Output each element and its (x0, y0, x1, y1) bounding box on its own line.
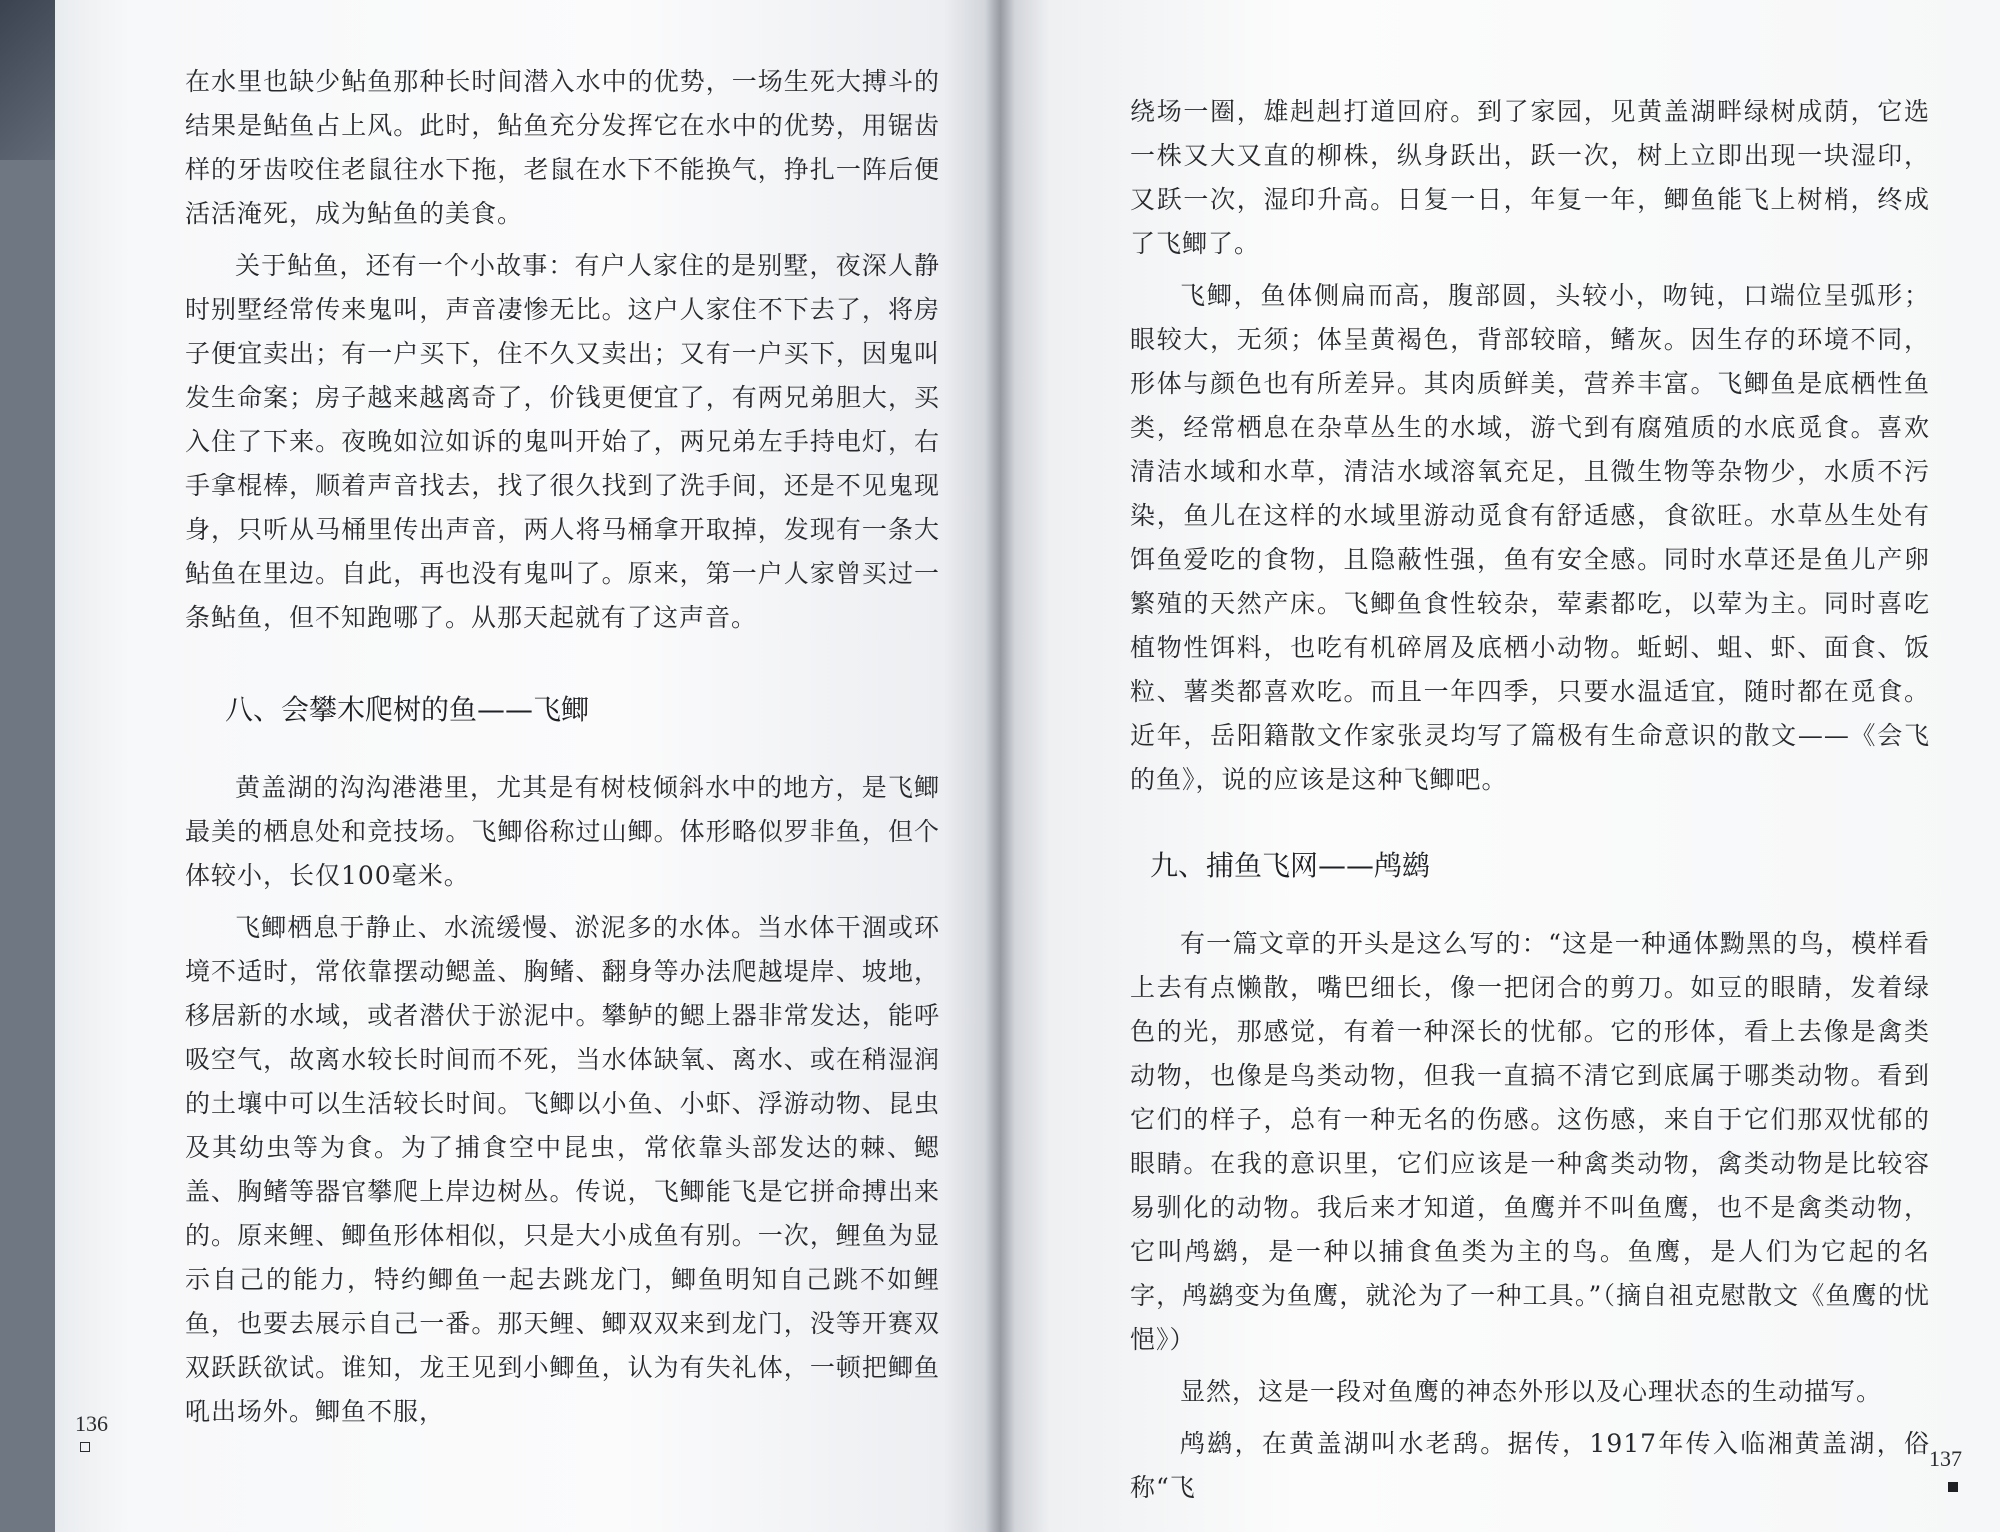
book-gutter (985, 0, 1015, 1532)
paragraph: 飞鲫，鱼体侧扁而高，腹部圆，头较小，吻钝，口端位呈弧形；眼较大，无须；体呈黄褐色，背部较暗，鳍灰。因生存的环境不同，形体与颜色也有所差异。其肉质鲜美，营养丰富。飞鲫鱼是底栖性鱼类，经常栖息在杂草丛生的水域，游弋到有腐殖质的水底觅食。喜欢清洁水域和水草，清洁水域溶氧充足，且微生物等杂物少，水质不污染，鱼儿在这样的水域里游动觅食有舒适感，食欲旺。水草丛生处有饵鱼爱吃的食物，且隐蔽性强，鱼有安全感。同时水草还是鱼儿产卵繁殖的天然产床。飞鲫鱼食性较杂，荤素都吃，以荤为主。同时喜吃植物性饵料，也吃有机碎屑及底栖小动物。蚯蚓、蛆、虾、面食、饭粒、薯类都喜欢吃。而且一年四季，只要水温适宜，随时都在觅食。近年，岳阳籍散文作家张灵均写了篇极有生命意识的散文——《会飞的鱼》，说的应该是这种飞鲫吧。 (1130, 281, 1930, 794)
paragraph: 有一篇文章的开头是这么写的：“这是一种通体黝黑的鸟，模样看上去有点懒散，嘴巴细长，像一把闭合的剪刀。如豆的眼睛，发着绿色的光，那感觉，有着一种深长的忧郁。它的形体，看上去像是禽类动物，也像是鸟类动物，但我一直搞不清它到底属于哪类动物。看到它们的样子，总有一种无名的伤感。这伤感，来自于它们那双忧郁的眼睛。在我的意识里，它们应该是一种禽类动物，禽类动物是比较容易驯化的动物。我后来才知道，鱼鹰并不叫鱼鹰，也不是禽类动物，它叫鸬鹚，是一种以捕食鱼类为主的鸟。鱼鹰，是人们为它起的名字，鸬鹚变为鱼鹰，就沦为了一种工具。”（摘自祖克慰散文《鱼鹰的忧悒》） (1130, 929, 1930, 1354)
folio-square-outline-icon (80, 1442, 90, 1452)
page-number-left: 136 (75, 1411, 108, 1436)
section-heading: 九、捕鱼飞网——鸬鹚 (1150, 849, 1431, 882)
left-page (55, 0, 1000, 1532)
right-page (1000, 0, 2000, 1532)
paragraph: 飞鲫栖息于静止、水流缓慢、淤泥多的水体。当水体干涸或环境不适时，常依靠摆动鳃盖、胸鳍、翻身等办法爬越堤岸、坡地，移居新的水域，或者潜伏于淤泥中。攀鲈的鳃上器非常发达，能呼吸空气，故离水较长时间而不死，当水体缺氧、离水、或在稍湿润的土壤中可以生活较长时间。飞鲫以小鱼、小虾、浮游动物、昆虫及其幼虫等为食。为了捕食空中昆虫，常依靠头部发达的棘、鳃盖、胸鳍等器官攀爬上岸边树丛。传说，飞鲫能飞是它拼命搏出来的。原来鲤、鲫鱼形体相似，只是大小成鱼有别。一次，鲤鱼为显示自己的能力，特约鲫鱼一起去跳龙门，鲫鱼明知自己跳不如鲤鱼，也要去展示自己一番。那天鲤、鲫双双来到龙门，没等开赛双双跃跃欲试。谁知，龙王见到小鲫鱼，认为有失礼体，一顿把鲫鱼吼出场外。鲫鱼不服， (185, 913, 940, 1426)
section-heading: 八、会攀木爬树的鱼——飞鲫 (225, 693, 590, 726)
folio-square-filled-icon (1948, 1482, 1958, 1492)
paragraph: 关于鲇鱼，还有一个小故事：有户人家住的是别墅，夜深人静时别墅经常传来鬼叫，声音凄惨无比。这户人家住不下去了，将房子便宜卖出；有一户买下，住不久又卖出；又有一户买下，因鬼叫发生命案；房子越来越离奇了，价钱更便宜了，有两兄弟胆大，买入住了下来。夜晚如泣如诉的鬼叫开始了，两兄弟左手持电灯，右手拿棍棒，顺着声音找去，找了很久找到了洗手间，还是不见鬼现身，只听从马桶里传出声音，两人将马桶拿开取掉，发现有一条大鲇鱼在里边。自此，再也没有鬼叫了。原来，第一户人家曾买过一条鲇鱼，但不知跑哪了。从那天起就有了这声音。 (185, 251, 940, 632)
paragraph: 黄盖湖的沟沟港港里，尤其是有树枝倾斜水中的地方，是飞鲫最美的栖息处和竞技场。飞鲫俗称过山鲫。体形略似罗非鱼，但个体较小，长仅100毫米。 (185, 773, 940, 890)
paragraph: 绕场一圈，雄赳赳打道回府。到了家园，见黄盖湖畔绿树成荫，它选一株又大又直的柳株，纵身跃出，跃一次，树上立即出现一块湿印，又跃一次，湿印升高。日复一日，年复一年，鲫鱼能飞上树梢，终成了飞鲫了。 (1130, 97, 1930, 258)
paragraph: 显然，这是一段对鱼鹰的神态外形以及心理状态的生动描写。 (1180, 1377, 1883, 1406)
paragraph: 在水里也缺少鲇鱼那种长时间潜入水中的优势，一场生死大搏斗的结果是鲇鱼占上风。此时，鲇鱼充分发挥它在水中的优势，用锯齿样的牙齿咬住老鼠往水下拖，老鼠在水下不能换气，挣扎一阵后便活活淹死，成为鲇鱼的美食。 (185, 67, 940, 228)
paragraph: 鸬鹚，在黄盖湖叫水老鸹。据传，1917年传入临湘黄盖湖，俗称“飞 (1130, 1429, 1930, 1502)
page-number-right: 137 (1929, 1446, 1962, 1471)
